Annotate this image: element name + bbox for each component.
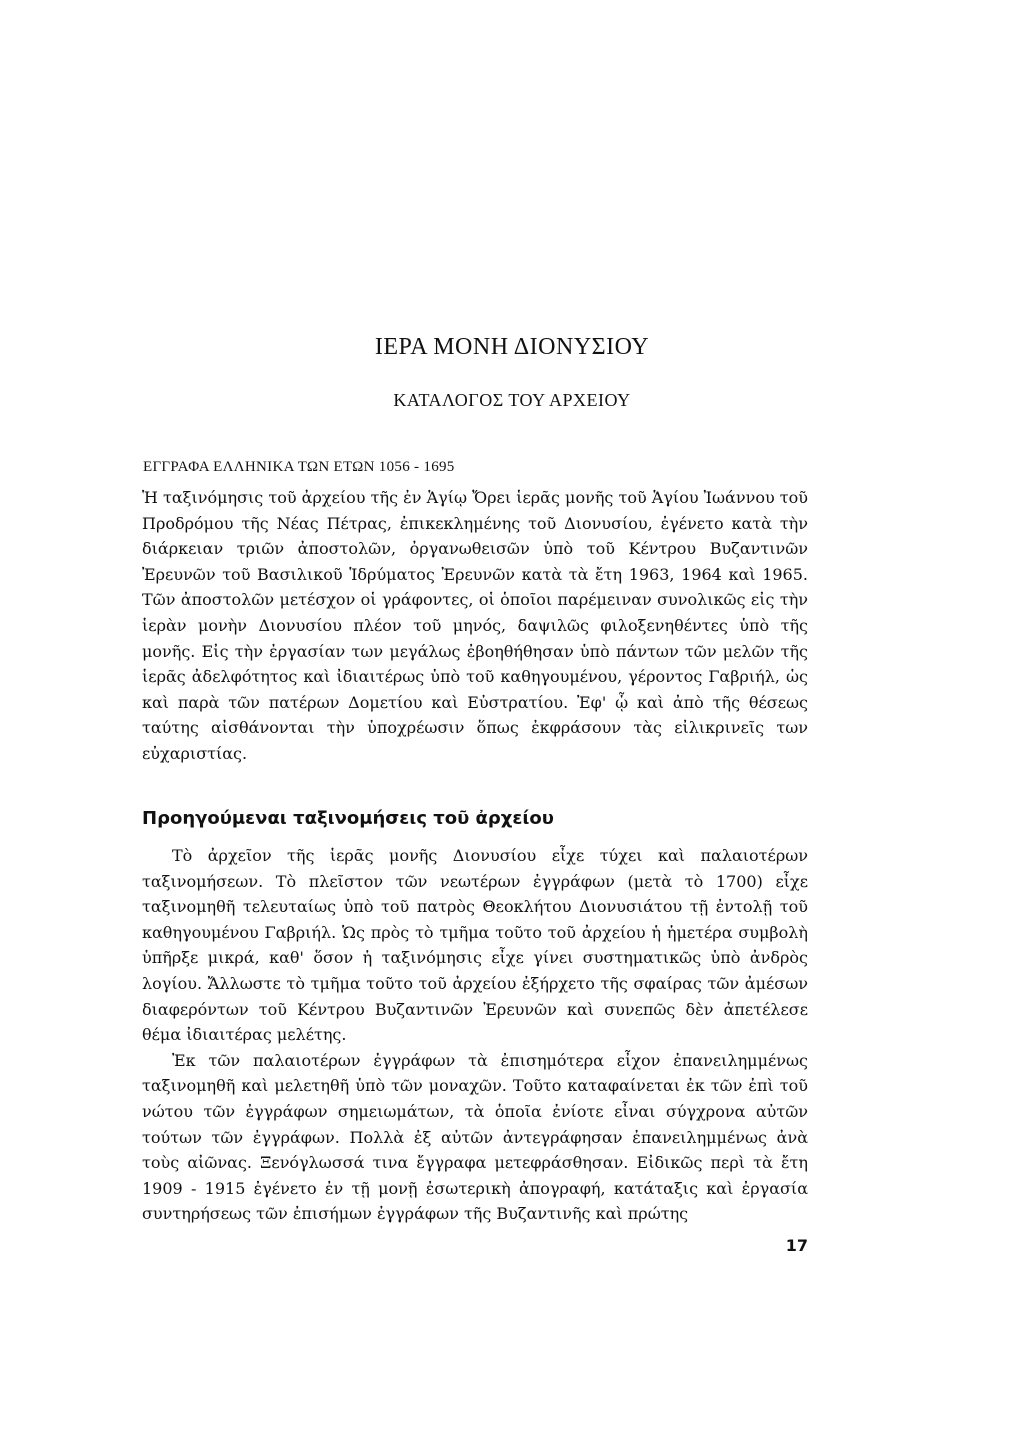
body-paragraph: Τὸ ἀρχεῖον τῆς ἱερᾶς μονῆς Διονυσίου εἶχε τύχει καὶ παλαιοτέρων ταξινομήσεων. Τὸ πλεῖστον τῶν νεωτέρων ἐγγράφων (μετὰ τὸ 1700) εἶχε ταξινομηθῆ τελευταίως ὑπὸ τοῦ πατρὸς Θεοκλήτου Διονυσιάτου τῇ ἐντολῇ τοῦ καθηγουμένου Γαβριήλ. Ὡς πρὸς τὸ τμῆμα τοῦτο τοῦ ἀρχείου ἡ ἡμετέρα συμβολὴ ὑπῆρξε μικρά, καθ' ὅσον ἡ ταξινόμησις εἶχε γίνει συστηματικῶς ὑπὸ ἀνδρὸς λογίου. Ἄλλωστε τὸ τμῆμα τοῦτο τοῦ ἀρχείου ἐξήρχετο τῆς σφαίρας τῶν ἀμέσων διαφερόντων τοῦ Κέντρου Βυζαντινῶν Ἐρευνῶν καὶ συνεπῶς δὲν ἀπετέλεσε θέμα ἰδιαιτέρας μελέτης. [142,846,808,1045]
intro-paragraph: Ἡ ταξινόμησις τοῦ ἀρχείου τῆς ἐν Ἁγίῳ Ὄρει ἱερᾶς μονῆς τοῦ Ἁγίου Ἰωάννου τοῦ Προδρόμου τῆς Νέας Πέτρας, ἐπικεκλημένης τοῦ Διονυσίου, ἐγένετο κατὰ τὴν διάρκειαν τριῶν ἀποστολῶν, ὀργανωθεισῶν ὑπὸ τοῦ Κέντρου Βυζαντινῶν Ἐρευνῶν τοῦ Βασιλικοῦ Ἱδρύματος Ἐρευνῶν κατὰ τὰ ἔτη 1963, 1964 καὶ 1965. Τῶν ἀποστολῶν μετέσχον οἱ γράφοντες, οἱ ὁποῖοι παρέμειναν συνολικῶς εἰς τὴν ἱερὰν μονὴν Διονυσίου πλέον τοῦ μηνός, δαψιλῶς φιλοξενηθέντες ὑπὸ τῆς μονῆς. Εἰς τὴν ἐργασίαν των μεγάλως ἐβοηθήθησαν ὑπὸ πάντων τῶν μελῶν τῆς ἱερᾶς ἀδελφότητος καὶ ἰδιαιτέρως ὑπὸ τοῦ καθηγουμένου, γέροντος Γαβριήλ, ὡς καὶ παρὰ τῶν πατέρων Δομετίου καὶ Εὐστρατίου. Ἐφ' ᾧ καὶ ἀπὸ τῆς θέσεως ταύτης αἰσθάνονται τὴν ὑποχρέωσιν ὅπως ἐκφράσουν τὰς εἰλικρινεῖς των εὐχαριστίας. [142,488,808,763]
section-heading: Προηγούμεναι ταξινομήσεις τοῦ ἀρχείου [142,808,554,829]
document-title: ΙΕΡΑ ΜΟΝΗ ΔΙΟΝΥΣΙΟΥ [374,334,650,360]
page-number: 17 [785,1236,808,1255]
body-paragraph: Ἐκ τῶν παλαιοτέρων ἐγγράφων τὰ ἐπισημότερα εἶχον ἐπανειλημμένως ταξινομηθῆ καὶ μελετηθῆ ὑπὸ τῶν μοναχῶν. Τοῦτο καταφαίνεται ἐκ τῶν ἐπὶ τοῦ νώτου τῶν ἐγγράφων σημειωμάτων, τὰ ὁποῖα ἐνίοτε εἶναι σύγχρονα αὐτῶν τούτων τῶν ἐγγράφων. Πολλὰ ἐξ αὐτῶν ἀντεγράφησαν ἐπανειλημμένως ἀνὰ τοὺς αἰῶνας. Ξενόγλωσσά τινα ἔγγραφα μετεφράσθησαν. Εἰδικῶς περὶ τὰ ἔτη 1909 - 1915 ἐγένετο ἐν τῇ μονῇ ἐσωτερικὴ ἀπογραφή, κατάταξις καὶ ἐργασία συντηρήσεως τῶν ἐπισήμων ἐγγράφων τῆς Βυζαντινῆς καὶ πρώτης [142,1050,808,1224]
section-body [142,843,808,1227]
section-label: ΕΓΓΡΑΦΑ ΕΛΛΗΝΙΚΑ ΤΩΝ ΕΤΩΝ 1056 - 1695 [143,459,455,475]
intro-block [142,485,808,767]
document-subtitle: ΚΑΤΑΛΟΓΟΣ ΤΟΥ ΑΡΧΕΙΟΥ [393,390,631,410]
